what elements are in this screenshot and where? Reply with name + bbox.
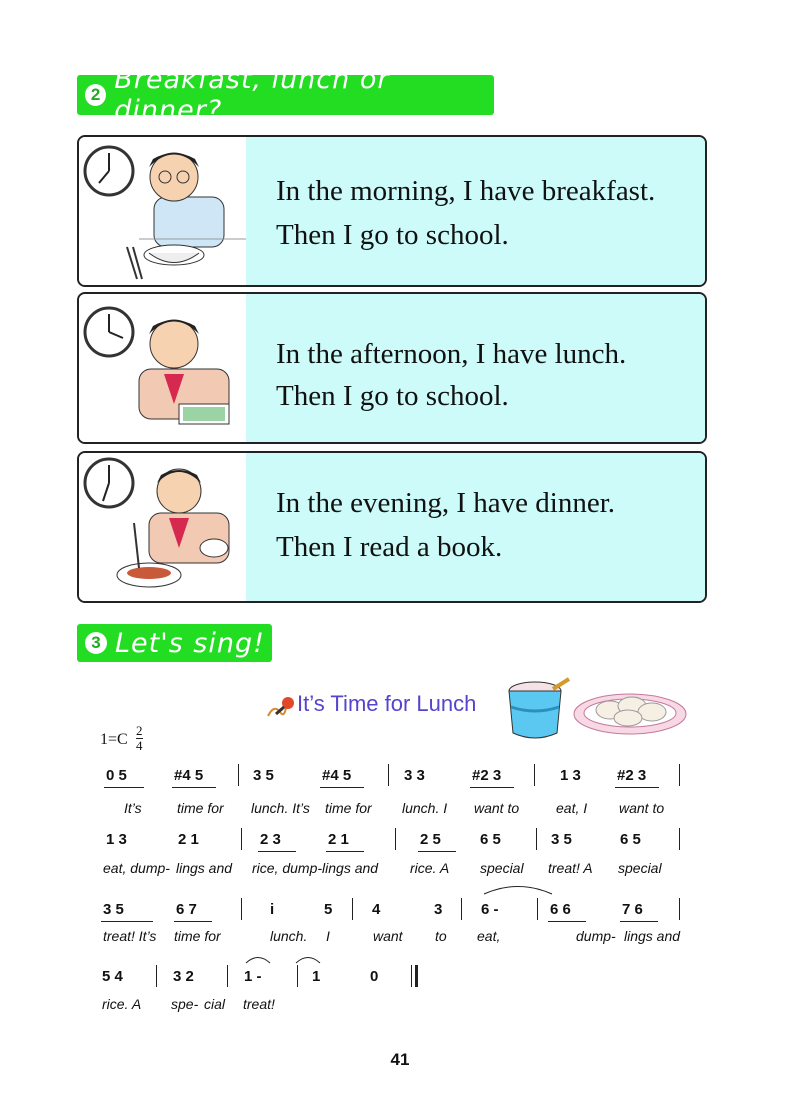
- bar-line: [352, 898, 353, 920]
- bar-line: [461, 898, 462, 920]
- bar-line: [156, 965, 157, 987]
- lyric: spe-: [171, 996, 199, 1012]
- note-group: 3 2: [173, 968, 194, 985]
- microphone-icon: [266, 694, 296, 720]
- note-group: 3 5: [103, 901, 124, 918]
- section-3-header: [77, 624, 272, 662]
- bar-line: [388, 764, 389, 786]
- note-group: 3 5: [551, 831, 572, 848]
- note-group: 6 -: [481, 901, 499, 918]
- note-group: 3: [434, 901, 443, 918]
- section-title: Breakfast, lunch or dinner?: [114, 64, 390, 126]
- sentence-line-1: In the evening, I have dinner.: [276, 487, 616, 519]
- sentence-line-2: Then I read a book.: [276, 531, 503, 563]
- beat-underline: [620, 921, 658, 922]
- lyric: want to: [619, 800, 665, 816]
- tie-arc: [482, 883, 554, 895]
- lyric: lunch. It’s: [251, 800, 310, 816]
- note-group: 2 3: [260, 831, 281, 848]
- lyric: dump-: [576, 928, 616, 944]
- song-title: It’s Time for Lunch: [297, 691, 477, 716]
- bar-line: [297, 965, 298, 987]
- panel-afternoon: [77, 292, 707, 444]
- section-title: Let's sing!: [115, 627, 265, 659]
- clock-icon: [85, 308, 133, 356]
- final-bar-line-thick: [415, 965, 418, 987]
- bar-line: [227, 965, 228, 987]
- bar-line: [679, 898, 680, 920]
- note-group: 1 -: [244, 968, 262, 985]
- beat-underline: [174, 921, 212, 922]
- note-group: #2 3: [617, 767, 647, 784]
- lyric: treat! A: [548, 860, 593, 876]
- note-group: 2 5: [420, 831, 441, 848]
- boy-breakfast-illustration: [79, 137, 246, 285]
- time-signature: 2 4: [136, 723, 143, 753]
- beat-underline: [258, 851, 296, 852]
- dumplings-plate-icon: [572, 686, 688, 736]
- note-group: 1: [312, 968, 321, 985]
- note-group: 0 5: [106, 767, 127, 784]
- bar-line: [241, 898, 242, 920]
- clock-icon: [85, 459, 133, 507]
- lyric: lunch. I: [402, 800, 448, 816]
- clock-icon: [85, 147, 133, 195]
- note-group: #4 5: [322, 767, 352, 784]
- note-group: 6 6: [550, 901, 571, 918]
- note-group: #4 5: [174, 767, 204, 784]
- note-group: 6 5: [480, 831, 501, 848]
- sentence-line-2: Then I go to school.: [276, 219, 509, 251]
- beat-underline: [101, 921, 153, 922]
- boy-lunch-illustration: [79, 294, 246, 442]
- panel-evening: [77, 451, 707, 603]
- note-group: 6 7: [176, 901, 197, 918]
- lyric: eat, dump-: [103, 860, 170, 876]
- beat-underline: [320, 787, 364, 788]
- lyric: rice, dump-lings and: [252, 860, 379, 876]
- final-bar-line: [411, 965, 412, 987]
- lyric: want to: [474, 800, 520, 816]
- section-2-header: [77, 64, 494, 126]
- sentence-line-1: In the afternoon, I have lunch.: [276, 338, 627, 370]
- lyric: special: [480, 860, 524, 876]
- bar-line: [241, 828, 242, 850]
- note-group: 7 6: [622, 901, 643, 918]
- lyric: It’s: [124, 800, 142, 816]
- lyric: time for: [177, 800, 224, 816]
- note-group: 4: [372, 901, 381, 918]
- lyric: eat, I: [556, 800, 588, 816]
- lyric: time for: [325, 800, 372, 816]
- beat-underline: [326, 851, 364, 852]
- panel-text: [246, 453, 705, 601]
- beat-underline: [418, 851, 456, 852]
- bar-line: [536, 828, 537, 850]
- section-number: 2: [85, 84, 106, 106]
- lyric: treat!: [243, 996, 275, 1012]
- section-number: 3: [85, 632, 107, 654]
- lyric: special: [618, 860, 662, 876]
- lyric: eat,: [477, 928, 501, 944]
- panel-morning: [77, 135, 707, 287]
- lyric: time for: [174, 928, 221, 944]
- note-group: i: [270, 901, 275, 918]
- bar-line: [534, 764, 535, 786]
- note-group: 2 1: [178, 831, 199, 848]
- bar-line: [238, 764, 239, 786]
- beat-underline: [172, 787, 216, 788]
- panel-text: [246, 294, 705, 442]
- note-group: 1 3: [560, 767, 581, 784]
- note-group: 5: [324, 901, 333, 918]
- bar-line: [537, 898, 538, 920]
- beat-underline: [104, 787, 144, 788]
- bar-line: [395, 828, 396, 850]
- note-group: 5 4: [102, 968, 123, 985]
- lyric: treat! It’s: [103, 928, 157, 944]
- note-group: 6 5: [620, 831, 641, 848]
- sentence-line-1: In the morning, I have breakfast.: [276, 175, 656, 207]
- lyric: cial: [204, 996, 226, 1012]
- boy-dinner-illustration: [79, 453, 246, 601]
- beat-underline: [615, 787, 659, 788]
- page-number: 41: [390, 1050, 410, 1069]
- lyric: lings and: [176, 860, 233, 876]
- beat-underline: [470, 787, 514, 788]
- tie-arc: [244, 952, 324, 964]
- lyric: want: [373, 928, 403, 944]
- bar-line: [679, 828, 680, 850]
- panel-text: [246, 137, 705, 285]
- lyric: lunch.: [270, 928, 308, 944]
- note-group: #2 3: [472, 767, 502, 784]
- beat-underline: [548, 921, 586, 922]
- sentence-line-2: Then I go to school.: [276, 380, 509, 412]
- note-group: 2 1: [328, 831, 349, 848]
- bar-line: [679, 764, 680, 786]
- lyric: I: [326, 928, 330, 944]
- note-group: 3 3: [404, 767, 425, 784]
- lyric: rice. A: [102, 996, 142, 1012]
- note-group: 1 3: [106, 831, 127, 848]
- note-group: 0: [370, 968, 379, 985]
- lyric: to: [435, 928, 447, 944]
- note-group: 3 5: [253, 767, 274, 784]
- lyric: lings and: [624, 928, 681, 944]
- key-signature: 1=C: [100, 731, 128, 748]
- rice-bowl-icon: [503, 677, 571, 743]
- lyric: rice. A: [410, 860, 450, 876]
